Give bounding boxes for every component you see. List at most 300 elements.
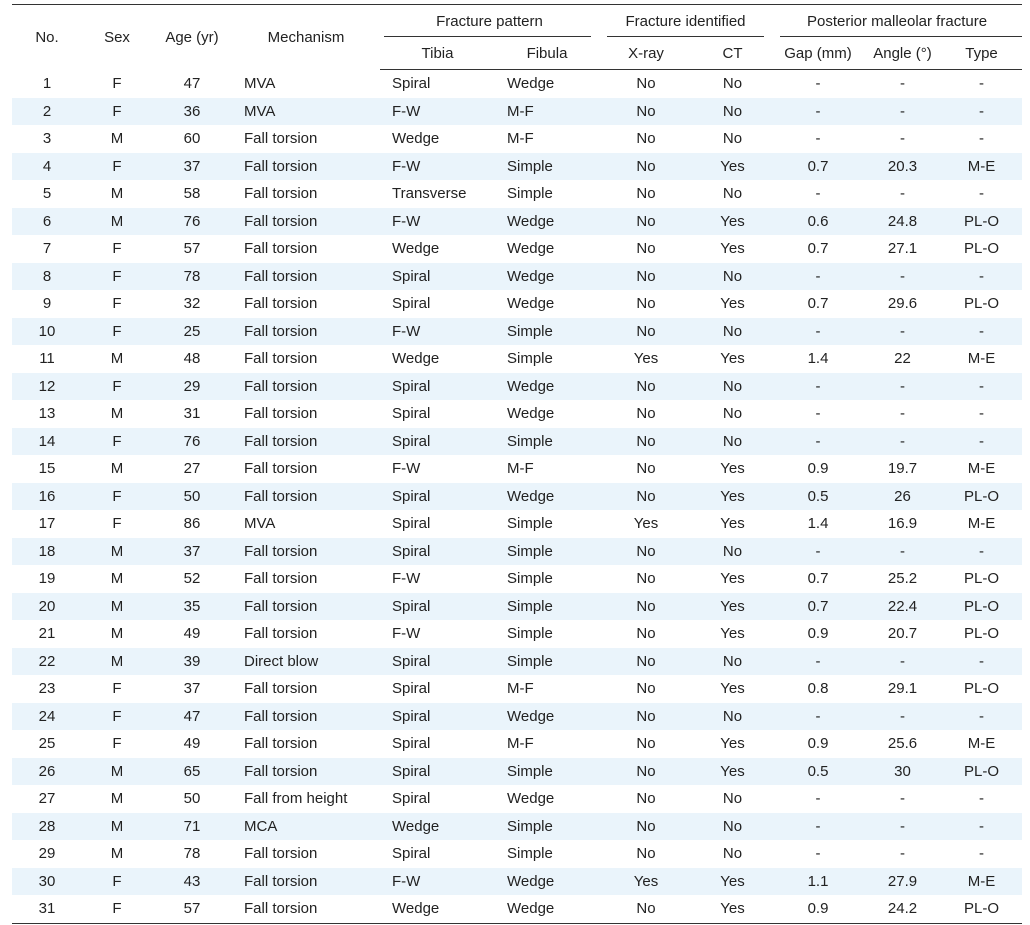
cell-angle: - [900,405,905,423]
cell-fibula: Simple [495,648,599,676]
header-ct: CT [693,37,772,70]
cell-no: 6 [12,208,82,236]
cell-mechanism: MCA [232,813,380,841]
cell-gap: 0.9 [807,460,829,478]
table-row [12,593,1022,621]
cell-sex: F [82,483,152,511]
header-underline [607,36,764,37]
cell-angle: 27.1 [887,240,918,258]
cell-xray: Yes [633,350,659,368]
cell-ct: Yes [720,735,745,753]
cell-gap: - [772,648,864,676]
cell-sex: F [112,75,122,92]
cell-type: M-E [967,350,996,368]
cell-ct: Yes [720,460,745,478]
cell-angle: 26 [864,483,941,511]
cell-no: 3 [42,130,52,148]
cell-angle: - [900,130,905,148]
table-row [12,510,1022,538]
table-row [12,730,1022,758]
cell-sex: M [110,790,124,808]
cell-fibula: Wedge [507,240,555,258]
table-row [12,290,1022,318]
cell-mechanism: Fall torsion [232,263,380,291]
cell-tibia: Spiral [392,75,431,93]
cell-age: 37 [152,538,232,566]
table-row [12,483,1022,511]
cell-xray: Yes [599,868,693,896]
cell-fibula: Simple [507,350,553,368]
cell-type: M-E [941,868,1022,896]
header-type: Type [941,37,1022,70]
cell-age: 60 [183,130,201,148]
cell-tibia: Spiral [380,428,495,456]
cell-ct: No [693,318,772,346]
cell-xray: No [599,538,693,566]
cell-sex: M [110,460,124,478]
cell-xray: No [636,405,656,423]
cell-tibia: Spiral [380,538,495,566]
cell-tibia: Spiral [392,515,431,533]
cell-tibia: Spiral [380,263,495,291]
cell-xray: No [599,703,693,731]
cell-age: 27 [183,460,201,478]
cell-sex: M [110,130,124,148]
cell-type: PL-O [941,895,1022,923]
cell-ct: Yes [720,240,745,258]
table-row [12,675,1022,703]
cell-mechanism: Fall torsion [244,295,318,313]
cell-mechanism: Fall torsion [232,428,380,456]
header-fibula: Fibula [495,37,599,70]
cell-angle: 29.6 [887,295,918,313]
cell-type: PL-O [964,625,1000,643]
cell-mechanism: Fall torsion [232,895,380,923]
cell-mechanism: Fall torsion [244,240,318,258]
header-posterior-malleolar [772,5,1022,38]
cell-fibula: M-F [495,98,599,126]
cell-type: - [941,318,1022,346]
cell-mechanism: Fall torsion [232,208,380,236]
cell-sex: M [82,593,152,621]
cell-fibula: M-F [507,130,534,148]
cell-age: 58 [183,185,201,203]
cell-ct: Yes [693,483,772,511]
cell-xray: No [599,373,693,401]
cell-xray: No [636,735,656,753]
cell-fibula: Wedge [507,75,555,93]
table-row [12,565,1022,593]
cell-gap: - [772,428,864,456]
cell-sex: F [82,98,152,126]
cell-no: 28 [12,813,82,841]
table-row [12,70,1022,98]
cell-age: 57 [183,240,201,258]
cell-xray: No [599,318,693,346]
cell-fibula: Wedge [495,483,599,511]
table-row [12,620,1022,648]
cell-fibula: Simple [507,570,553,588]
cell-fibula: M-F [507,460,534,478]
cell-sex: M [110,570,124,588]
cell-age: 25 [152,318,232,346]
cell-type: - [941,703,1022,731]
cell-ct: No [693,648,772,676]
cell-angle: 16.9 [887,515,918,533]
cell-gap: - [772,318,864,346]
cell-no: 15 [38,460,56,478]
cell-sex: F [112,240,122,258]
cell-angle: 27.9 [864,868,941,896]
cell-sex: M [82,208,152,236]
cell-fibula: Wedge [507,405,555,423]
cell-angle: - [864,538,941,566]
cell-angle: - [864,428,941,456]
cell-fibula: Simple [507,515,553,533]
cell-age: 52 [183,570,201,588]
cell-xray: No [599,98,693,126]
cell-sex: M [110,845,124,863]
cell-tibia: Spiral [392,735,431,753]
cell-ct: Yes [693,758,772,786]
cell-ct: No [693,813,772,841]
cell-sex: F [82,373,152,401]
cell-angle: 19.7 [887,460,918,478]
cell-tibia: Wedge [380,813,495,841]
cell-gap: - [815,845,821,863]
header-fracture-pattern-label: Fracture pattern [436,12,543,30]
cell-type: - [941,263,1022,291]
cell-tibia: Spiral [392,790,431,808]
cell-ct: Yes [693,593,772,621]
cell-gap: - [772,813,864,841]
cell-no: 13 [38,405,56,423]
cell-mechanism: MVA [232,98,380,126]
cell-fibula: Wedge [495,703,599,731]
cell-tibia: F-W [392,460,421,478]
cell-angle: - [900,75,905,93]
cell-gap: - [815,790,821,808]
cell-angle: 29.1 [887,680,918,698]
cell-age: 49 [183,735,201,753]
cell-tibia: Spiral [380,483,495,511]
cell-xray: Yes [633,515,659,533]
cell-angle: 20.7 [887,625,918,643]
cell-fibula: Simple [495,593,599,621]
cell-tibia: F-W [392,570,421,588]
cell-no: 18 [12,538,82,566]
table-row [12,455,1022,483]
cell-fibula: M-F [507,680,534,698]
cell-ct: No [722,130,743,148]
cell-xray: No [599,758,693,786]
patient-data-table [12,4,1022,924]
cell-mechanism: Fall torsion [244,405,318,423]
table-row [12,538,1022,566]
header-fracture-identified [599,5,772,38]
cell-angle: 24.8 [864,208,941,236]
cell-ct: Yes [720,570,745,588]
cell-gap: 0.5 [772,758,864,786]
header-xray: X-ray [599,37,693,70]
cell-mechanism: Fall torsion [232,318,380,346]
cell-fibula: Wedge [495,208,599,236]
cell-gap: - [815,75,821,93]
cell-type: - [941,428,1022,456]
cell-ct: No [693,263,772,291]
cell-fibula: Simple [495,538,599,566]
cell-mechanism: Fall torsion [232,758,380,786]
header-angle: Angle (°) [864,37,941,70]
cell-gap: - [772,373,864,401]
cell-type: PL-O [964,680,1000,698]
cell-mechanism: Fall from height [244,790,348,808]
cell-no: 29 [38,845,56,863]
cell-age: 76 [152,428,232,456]
cell-sex: F [82,153,152,181]
cell-tibia: Spiral [380,758,495,786]
cell-age: 36 [152,98,232,126]
cell-angle: - [900,845,905,863]
cell-tibia: Transverse [392,185,467,203]
header-fracture-identified-label: Fracture identified [625,12,746,30]
cell-fibula: Wedge [507,295,555,313]
cell-xray: No [599,593,693,621]
cell-gap: - [815,405,821,423]
cell-mechanism: Fall torsion [244,680,318,698]
cell-age: 29 [152,373,232,401]
cell-mechanism: Fall torsion [244,570,318,588]
cell-tibia: F-W [380,153,495,181]
cell-no: 26 [12,758,82,786]
cell-sex: M [110,185,124,203]
cell-no: 5 [42,185,52,203]
table-row [12,868,1022,896]
table-row [12,840,1022,868]
cell-no: 24 [12,703,82,731]
cell-sex: M [82,538,152,566]
cell-gap: 0.7 [772,153,864,181]
cell-ct: Yes [693,153,772,181]
cell-type: - [941,373,1022,401]
cell-sex: M [82,758,152,786]
cell-type: PL-O [964,570,1000,588]
cell-type: - [941,538,1022,566]
cell-type: - [979,405,985,423]
cell-gap: - [772,538,864,566]
cell-tibia: Spiral [380,593,495,621]
cell-fibula: Simple [507,625,553,643]
cell-ct: No [722,405,743,423]
cell-fibula: Wedge [495,895,599,923]
cell-xray: No [599,813,693,841]
cell-fibula: Wedge [495,868,599,896]
header-underline [780,36,1022,37]
cell-age: 32 [183,295,201,313]
cell-age: 71 [152,813,232,841]
cell-age: 35 [152,593,232,621]
cell-type: - [979,75,985,93]
cell-gap: 0.7 [772,593,864,621]
cell-no: 14 [12,428,82,456]
table-row [12,813,1022,841]
cell-tibia: Wedge [392,130,440,148]
cell-age: 47 [152,703,232,731]
table-row [12,318,1022,346]
cell-sex: F [112,680,122,698]
cell-no: 12 [12,373,82,401]
cell-no: 4 [12,153,82,181]
cell-ct: Yes [693,868,772,896]
cell-type: - [941,813,1022,841]
cell-tibia: Spiral [392,405,431,423]
header-fracture-pattern [380,5,599,38]
table-row [12,373,1022,401]
cell-mechanism: Direct blow [232,648,380,676]
cell-angle: 24.2 [864,895,941,923]
table-row [12,263,1022,291]
cell-fibula: Simple [495,428,599,456]
cell-gap: - [815,130,821,148]
cell-no: 10 [12,318,82,346]
cell-angle: 25.6 [887,735,918,753]
cell-age: 57 [152,895,232,923]
cell-no: 11 [39,350,55,368]
cell-gap: - [772,263,864,291]
table-container [12,4,1022,924]
cell-sex: F [82,428,152,456]
cell-tibia: Wedge [380,895,495,923]
cell-age: 86 [183,515,201,533]
cell-type: PL-O [964,240,1000,258]
cell-xray: No [636,460,656,478]
cell-sex: F [82,263,152,291]
cell-ct: Yes [720,625,745,643]
cell-tibia: F-W [380,208,495,236]
cell-tibia: Spiral [392,295,431,313]
table-row [12,758,1022,786]
cell-sex: F [112,735,122,753]
cell-no: 21 [38,625,56,643]
cell-xray: No [636,570,656,588]
table-header [12,5,1022,70]
table-row [12,428,1022,456]
table-row [12,703,1022,731]
table-row [12,345,1022,373]
table-row [12,235,1022,263]
cell-sex: M [110,625,124,643]
cell-xray: No [599,483,693,511]
cell-no: 22 [12,648,82,676]
header-no: No. [12,5,82,70]
header-age: Age (yr) [152,5,232,70]
cell-angle: - [900,790,905,808]
cell-age: 49 [183,625,201,643]
cell-gap: 0.8 [807,680,829,698]
cell-xray: No [636,845,656,863]
cell-no: 7 [42,240,52,258]
cell-no: 17 [38,515,56,533]
cell-no: 23 [38,680,56,698]
cell-xray: No [636,295,656,313]
cell-xray: No [636,625,656,643]
header-gap: Gap (mm) [772,37,864,70]
cell-fibula: Simple [495,153,599,181]
cell-ct: No [693,373,772,401]
cell-type: - [979,790,985,808]
cell-fibula: Wedge [495,373,599,401]
cell-xray: No [599,153,693,181]
cell-gap: 1.4 [807,515,829,533]
cell-mechanism: Fall torsion [232,538,380,566]
cell-xray: No [636,185,656,203]
cell-age: 50 [183,790,201,808]
cell-mechanism: Fall torsion [232,703,380,731]
header-tibia: Tibia [380,37,495,70]
cell-angle: - [864,373,941,401]
cell-age: 37 [183,680,201,698]
cell-no: 2 [12,98,82,126]
cell-no: 30 [12,868,82,896]
cell-gap: 0.7 [807,240,829,258]
cell-ct: No [722,185,743,203]
cell-xray: No [599,208,693,236]
cell-fibula: M-F [507,735,534,753]
cell-tibia: Spiral [392,680,431,698]
cell-ct: No [722,75,743,93]
cell-sex: M [110,405,124,423]
cell-age: 31 [183,405,201,423]
cell-age: 65 [152,758,232,786]
cell-ct: Yes [720,515,745,533]
cell-angle: 20.3 [864,153,941,181]
cell-type: - [979,185,985,203]
cell-gap: - [772,703,864,731]
table-row [12,153,1022,181]
cell-age: 76 [152,208,232,236]
header-mechanism: Mechanism [232,5,380,70]
cell-sex: F [82,868,152,896]
cell-type: - [941,98,1022,126]
cell-fibula: Simple [507,845,553,863]
cell-mechanism: Fall torsion [232,483,380,511]
cell-tibia: F-W [380,318,495,346]
cell-mechanism: Fall torsion [244,625,318,643]
cell-tibia: F-W [380,868,495,896]
cell-gap: 0.9 [807,735,829,753]
cell-type: PL-O [941,483,1022,511]
cell-ct: Yes [693,895,772,923]
cell-gap: 0.7 [807,295,829,313]
cell-gap: 0.6 [772,208,864,236]
cell-sex: F [82,895,152,923]
cell-xray: No [636,75,656,93]
cell-xray: No [599,428,693,456]
cell-age: 48 [183,350,201,368]
cell-ct: Yes [720,295,745,313]
cell-type: - [979,845,985,863]
cell-gap: 0.7 [807,570,829,588]
cell-xray: No [636,130,656,148]
cell-no: 27 [38,790,56,808]
cell-no: 16 [12,483,82,511]
cell-no: 20 [12,593,82,621]
cell-type: - [979,130,985,148]
cell-ct: No [693,703,772,731]
cell-ct: No [693,428,772,456]
cell-gap: 0.5 [772,483,864,511]
cell-age: 50 [152,483,232,511]
